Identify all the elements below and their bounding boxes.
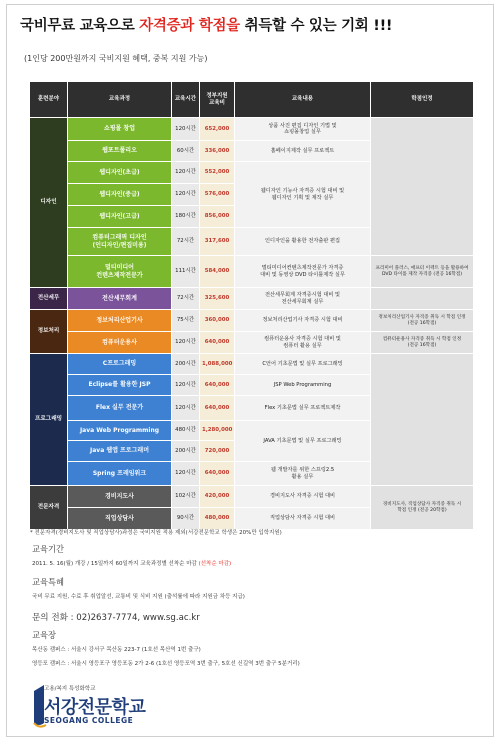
- course-support: 552,000: [200, 162, 235, 184]
- course-duration: 120시간: [172, 396, 200, 421]
- course-support: 652,000: [200, 118, 235, 141]
- course-content: C언어 기초문법 및 실무 프로그래밍: [235, 354, 371, 375]
- course-content: 웹디자인 기능사 자격증 시험 대비 및 웹디자인 기획 및 제작 실무: [235, 162, 371, 228]
- course-support: 640,000: [200, 396, 235, 421]
- course-content: 경비지도사 자격증 시험 대비: [235, 486, 371, 508]
- header-content: 교육내용: [235, 82, 371, 118]
- course-name: Java 웹앱 프로그래머: [68, 441, 172, 462]
- course-support: 325,600: [200, 288, 235, 310]
- course-duration: 120시간: [172, 118, 200, 141]
- header-duration: 교육시간: [172, 82, 200, 118]
- header-support: 정부지원 교육비: [200, 82, 235, 118]
- location-line-1: 목산동 캠퍼스 : 서울시 강서구 목산동 223-7 (1호선 목산역 1번 출구): [32, 647, 201, 653]
- course-name: 웹디자인(고급): [68, 206, 172, 228]
- course-duration: 120시간: [172, 462, 200, 486]
- course-content: JAVA 기초문법 및 실무 프로그래밍: [235, 421, 371, 462]
- location-heading: 교육장: [32, 630, 57, 640]
- table-row: [30, 256, 474, 288]
- category-cell: 전산세무: [30, 288, 68, 310]
- course-name: 컴퓨터그래픽 디자인 (인디자인/편집미용): [68, 228, 172, 256]
- course-name: C프로그래밍: [68, 354, 172, 375]
- course-content: 멀티미디어컨텐츠제작전문가 자격증 대비 및 동영상 DVD 타이틀제작 실무: [235, 256, 371, 288]
- course-duration: 72시간: [172, 228, 200, 256]
- course-content: 직업상담사 자격증 시험 대비: [235, 508, 371, 530]
- course-support: 420,000: [200, 486, 235, 508]
- page-title: 국비무료 교육으로 자격증과 학점을 취득할 수 있는 기회 !!!: [20, 18, 393, 34]
- course-content: 인디자인을 활용한 전자출판 편집: [235, 228, 371, 256]
- benefit-heading: 교육특혜: [32, 577, 65, 587]
- table-row: [30, 288, 474, 310]
- category-cell: 전문자격: [30, 486, 68, 530]
- course-content: 전산세무회계 자격증시험 대비 및 전산세무회계 실무: [235, 288, 371, 310]
- course-duration: 90시간: [172, 508, 200, 530]
- course-name: Flex 실무 전문가: [68, 396, 172, 421]
- subtitle: (1인당 200만원까지 국비지원 혜택, 중복 지원 가능): [24, 54, 208, 63]
- cert-cell: 컴퓨터운용사 자격증 취득 시 학점 인정 (전공 16학점): [371, 332, 474, 354]
- course-support: 640,000: [200, 332, 235, 354]
- cert-cell: 프리미어 플러스, 애프터 이펙트 등을 활용하여 DVD 타이틀 제작 자격증 (전공 16학점): [371, 256, 474, 288]
- schedule-highlight: (선착순 마감): [198, 561, 232, 567]
- cert-cell: [371, 288, 474, 310]
- course-duration: 200시간: [172, 354, 200, 375]
- schedule-heading: 교육기간: [32, 544, 65, 554]
- header-cert: 학점인정: [371, 82, 474, 118]
- course-name: Spring 프레임워크: [68, 462, 172, 486]
- table-row: [30, 486, 474, 508]
- course-support: 584,000: [200, 256, 235, 288]
- course-support: 336,000: [200, 141, 235, 162]
- course-content: 컴퓨터운용사 자격증 시험 대비 및 컴퓨터 활용 실무: [235, 332, 371, 354]
- course-support: 856,000: [200, 206, 235, 228]
- course-duration: 480시간: [172, 421, 200, 441]
- course-support: 1,088,000: [200, 354, 235, 375]
- course-duration: 180시간: [172, 206, 200, 228]
- table-row: [30, 354, 474, 375]
- course-support: 1,280,000: [200, 421, 235, 441]
- logo-tagline: 고용/복지 특성화학교: [44, 686, 96, 692]
- course-name: 직업상담사: [68, 508, 172, 530]
- course-support: 317,600: [200, 228, 235, 256]
- cert-cell: 정보처리산업기사 자격증 취득 시 학점 인정 (전공 16학점): [371, 310, 474, 332]
- course-duration: 60시간: [172, 141, 200, 162]
- course-name: Eclipse를 활용한 JSP: [68, 375, 172, 396]
- course-content: 상품 사진 편집 디자인 기법 및 쇼핑몰창업 실무: [235, 118, 371, 141]
- table-row: [30, 310, 474, 332]
- course-name: 멀티미디어 컨텐츠제작전문가: [68, 256, 172, 288]
- course-support: 480,000: [200, 508, 235, 530]
- header-course: 교육과정: [68, 82, 172, 118]
- title-highlight-cert: 자격증과: [139, 18, 194, 34]
- course-duration: 111시간: [172, 256, 200, 288]
- course-content: Flex 기초문법 실무 프로젝트제작: [235, 396, 371, 421]
- course-duration: 120시간: [172, 162, 200, 184]
- cert-cell: [371, 118, 474, 256]
- course-duration: 200시간: [172, 441, 200, 462]
- course-support: 640,000: [200, 462, 235, 486]
- course-name: 웹포트폴리오: [68, 141, 172, 162]
- course-duration: 120시간: [172, 375, 200, 396]
- header-category: 훈련분야: [30, 82, 68, 118]
- course-name: 정보처리산업기사: [68, 310, 172, 332]
- logo-english-name: SEOGANG COLLEGE: [44, 716, 134, 725]
- course-content: JSP Web Programming: [235, 375, 371, 396]
- course-support: 640,000: [200, 375, 235, 396]
- course-name: 쇼핑몰 창업: [68, 118, 172, 141]
- course-name: 컴퓨터운용사: [68, 332, 172, 354]
- table-row: [30, 332, 474, 354]
- schedule-body: 2011. 5. 16(월) 개강 / 15일까지 60일까지 교육과정별 선착순 마감 (선착순 마감): [32, 561, 232, 567]
- course-content: 웹 개발자를 위한 스프링2.5 활용 실무: [235, 462, 371, 486]
- logo-korean-name: 서강전문학교: [44, 697, 146, 718]
- benefit-body: 국비 무료 지원, 수료 후 취업알선, 교통비 및 식비 지원 (출석률에 따라 지원금 차등 지급): [32, 594, 245, 600]
- course-content: 홈페이지제작 실무 프로젝트: [235, 141, 371, 162]
- course-name: Java Web Programming: [68, 421, 172, 441]
- table-row: [30, 118, 474, 141]
- course-name: 웹디자인(중급): [68, 184, 172, 206]
- course-name: 웹디자인(초급): [68, 162, 172, 184]
- course-content: 정보처리산업기사 자격증 시험 대비: [235, 310, 371, 332]
- category-cell: 프로그래밍: [30, 354, 68, 486]
- contact-info: 문의 전화 : 02)2637-7774, www.sg.ac.kr: [32, 613, 200, 623]
- course-support: 360,000: [200, 310, 235, 332]
- cert-cell: 경비지도사, 직업상담사 자격증 취득 시 학점 인정 (전공 20학점): [371, 486, 474, 530]
- course-name: 경비지도사: [68, 486, 172, 508]
- course-support: 576,000: [200, 184, 235, 206]
- course-duration: 120시간: [172, 332, 200, 354]
- course-table: [29, 81, 474, 530]
- location-line-2: 영등포 캠퍼스 : 서울시 영등포구 영등포동 2가 2-6 (1호선 영등포역 3번 출구, 5호선 신길역 3번 출구 5분거리): [32, 661, 300, 667]
- course-duration: 75시간: [172, 310, 200, 332]
- cert-cell: [371, 354, 474, 486]
- table-header-row: [30, 82, 474, 118]
- course-name: 전산세무회계: [68, 288, 172, 310]
- course-duration: 102시간: [172, 486, 200, 508]
- course-support: 720,000: [200, 441, 235, 462]
- course-duration: 72시간: [172, 288, 200, 310]
- category-cell: 정보처리: [30, 310, 68, 354]
- category-cell: 디자인: [30, 118, 68, 288]
- title-highlight-credit: 학점을: [198, 18, 240, 34]
- footnote: * 전문자격(경비지도사 및 직업상담사)과정은 국비지원 적용 제외(서강전문학교 학생은 20%만 입학지원): [30, 530, 282, 536]
- course-duration: 120시간: [172, 184, 200, 206]
